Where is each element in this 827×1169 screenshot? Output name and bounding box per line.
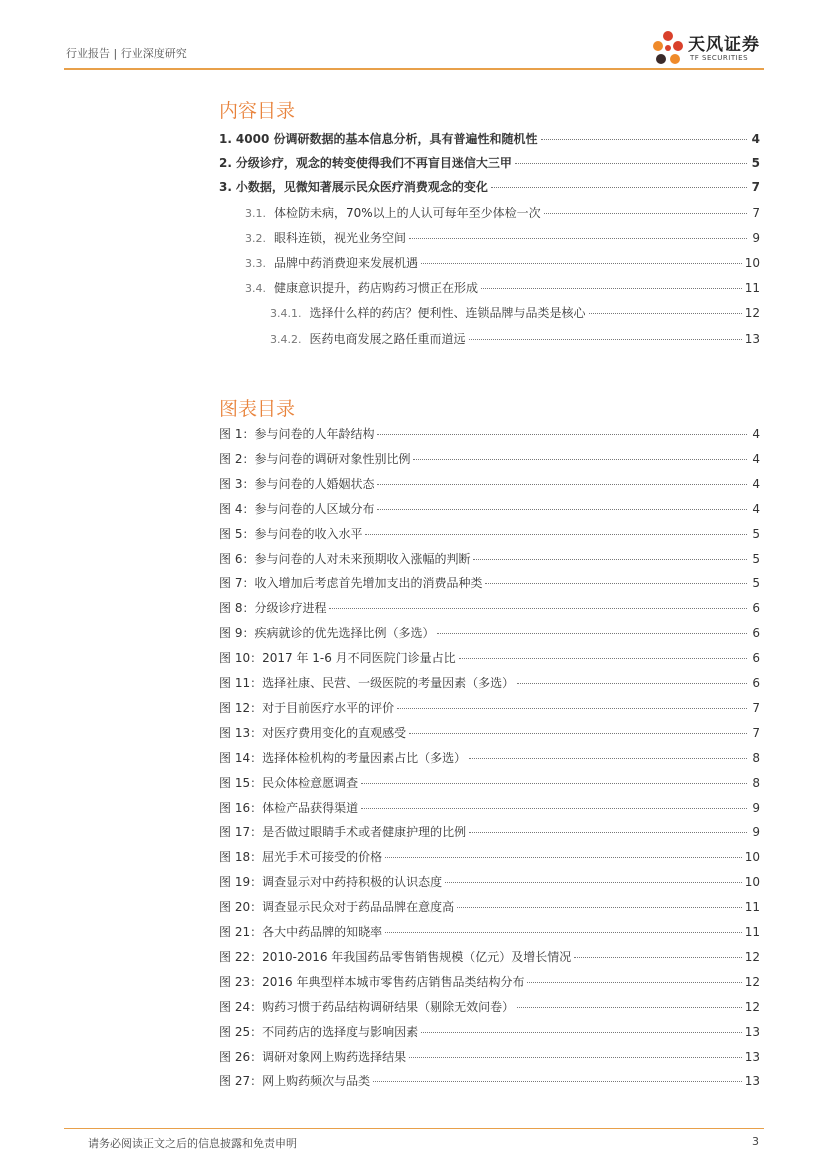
dot-leader [421,1032,742,1033]
toc-entry[interactable] [219,154,760,172]
dot-leader [469,832,747,833]
figure-entry-page: 12 [744,999,760,1014]
dot-leader [397,708,747,709]
figure-entry-page: 4 [752,427,760,441]
figure-entry-title: 图 12：对于目前医疗水平的评价 [219,700,395,715]
figures-title: 图表目录 [219,398,296,420]
report-breadcrumb: 行业报告 | 行业深度研究 [66,47,187,60]
figure-entry-page: 6 [752,676,760,690]
toc-entry-title: 医药电商发展之路任重而道远 [309,332,466,346]
toc-entry-title: 小数据，见微知著展示民众医疗消费观念的变化 [235,180,488,194]
dot-leader [361,808,747,809]
figure-entry-page: 6 [752,651,760,666]
figure-entry[interactable] [219,649,760,667]
dot-leader [409,733,747,734]
dot-leader [459,658,747,659]
toc-entry-page: 11 [744,281,760,295]
figure-entry[interactable] [219,923,760,941]
dot-leader [544,213,747,214]
figure-entry-title: 图 10：2017 年 1-6 月不同医院门诊量占比 [219,651,456,666]
logo-petals-icon [648,26,688,70]
figure-entry-page: 13 [744,1049,760,1064]
toc-entry-number: 2. [219,156,232,170]
toc-entry-number: 3.4.2. [270,333,302,346]
figure-entry-page: 5 [752,576,760,591]
figure-entry-title: 图 2：参与问卷的调研对象性别比例 [219,451,411,466]
figure-entry-title: 图 20：调查显示民众对于药品品牌在意度高 [219,900,455,915]
toc-entry-title: 4000 份调研数据的基本信息分析，具有普遍性和随机性 [235,132,538,146]
figure-entry-title: 图 6：参与问卷的人对未来预期收入涨幅的判断 [219,551,471,566]
dot-leader [421,263,742,264]
toc-entry-page: 10 [744,256,760,270]
figure-entry-page: 5 [752,551,760,566]
figure-entry-page: 9 [752,825,760,840]
figure-entry[interactable] [219,823,760,841]
figure-entry[interactable] [219,1048,760,1066]
figure-entry-title: 图 16：体检产品获得渠道 [219,800,359,815]
figure-entry-title: 图 9：疾病就诊的优先选择比例（多选） [219,626,435,641]
toc-entry-page: 5 [751,156,760,170]
toc-entry-number: 1. [219,132,232,146]
figure-entry-title: 图 14：选择体检机构的考量因素占比（多选） [219,750,467,765]
figure-entry-page: 11 [744,925,760,939]
toc-entry[interactable] [245,279,760,297]
figure-entry[interactable] [219,1072,760,1090]
figure-entry-title: 图 15：民众体检意愿调查 [219,775,359,790]
figure-entry-page: 8 [752,750,760,765]
toc-entry-number: 3.3. [245,257,266,270]
figure-entry[interactable] [219,475,760,493]
figure-entry-page: 9 [752,800,760,815]
toc-entry-title: 品牌中药消费迎来发展机遇 [274,256,419,270]
figure-entry-page: 10 [744,875,760,890]
dot-leader [385,857,742,858]
figure-entry[interactable] [219,799,760,817]
dot-leader [437,633,747,634]
dot-leader [473,559,747,560]
dot-leader [469,339,742,340]
logo-name-en: TF SECURITIES [690,54,749,62]
figure-entry[interactable] [219,774,760,792]
figure-entry-title: 图 5：参与问卷的收入水平 [219,526,363,541]
page-number: 3 [752,1135,759,1148]
figure-entry[interactable] [219,599,760,617]
dot-leader [445,882,742,883]
dot-leader [377,484,747,485]
figure-entry-page: 13 [744,1024,760,1039]
figure-entry[interactable] [219,873,760,891]
dot-leader [469,758,747,759]
logo-name-cn: 天风证券 [688,35,760,55]
dot-leader [457,907,742,908]
figure-entry-page: 8 [752,775,760,790]
toc-entry-page: 7 [752,206,760,220]
figure-entry-page: 6 [752,601,760,616]
toc-entry-title: 眼科连锁，视光业务空间 [274,231,407,245]
toc-entry-number: 3. [219,180,232,194]
toc-entry[interactable] [270,330,760,348]
figure-entry-page: 4 [752,476,760,491]
figure-entry[interactable] [219,674,760,692]
tf-securities-logo [648,26,768,70]
dot-leader [485,583,747,584]
contents-title: 内容目录 [219,100,296,122]
figure-entry-page: 13 [744,1074,760,1089]
figure-entry[interactable] [219,425,760,443]
figure-entry[interactable] [219,973,760,991]
figure-entry-page: 11 [744,900,760,915]
dot-leader [481,288,742,289]
toc-entry-number: 3.4.1. [270,307,302,320]
dot-leader [329,608,747,609]
figure-entry-title: 图 27：网上购药频次与品类 [219,1074,371,1089]
footer-disclaimer: 请务必阅读正文之后的信息披露和免责申明 [88,1137,297,1150]
figure-entry-page: 7 [752,725,760,740]
figure-entry[interactable] [219,574,760,592]
toc-entry-number: 3.2. [245,232,266,245]
figure-entry-page: 5 [752,526,760,541]
figure-entry[interactable] [219,550,760,568]
figure-entry-title: 图 26：调研对象网上购药选择结果 [219,1049,407,1064]
dot-leader [409,238,747,239]
dot-leader [517,1007,742,1008]
dot-leader [373,1081,742,1082]
figure-entry[interactable] [219,525,760,543]
figure-entry-title: 图 24：购药习惯于药品结构调研结果（剔除无效问卷） [219,999,515,1014]
figure-entry-page: 12 [744,974,760,989]
figure-entry-title: 图 7：收入增加后考虑首先增加支出的消费品种类 [219,576,483,591]
dot-leader [377,509,747,510]
figure-entry[interactable] [219,948,760,966]
figure-entry[interactable] [219,848,760,866]
dot-leader [365,534,747,535]
toc-entry[interactable] [245,229,760,247]
figure-entry[interactable] [219,998,760,1016]
dot-leader [527,982,741,983]
header-divider [64,68,764,70]
dot-leader [515,163,747,164]
figure-entry[interactable] [219,699,760,717]
dot-leader [541,139,747,140]
toc-entry-title: 选择什么样的药店？便利性、连锁品牌与品类是核心 [309,306,586,320]
dot-leader [589,313,742,314]
toc-entry-number: 3.4. [245,282,266,295]
figure-entry-title: 图 25：不同药店的选择度与影响因素 [219,1024,419,1039]
toc-entry-page: 13 [744,332,760,346]
figure-entry-title: 图 4：参与问卷的人区域分布 [219,501,375,516]
figure-entry-title: 图 1：参与问卷的人年龄结构 [219,427,375,441]
figure-entry[interactable] [219,1023,760,1041]
toc-entry[interactable] [245,204,760,222]
dot-leader [377,434,747,435]
toc-entry-title: 分级诊疗，观念的转变使得我们不再盲目迷信大三甲 [235,156,512,170]
figure-entry-title: 图 3：参与问卷的人婚姻状态 [219,476,375,491]
toc-entry[interactable] [219,178,760,196]
figure-entry-page: 10 [744,850,760,865]
figure-entry-page: 6 [752,626,760,641]
figure-entry-page: 4 [752,501,760,516]
toc-entry-title: 健康意识提升，药店购药习惯正在形成 [274,281,479,295]
dot-leader [385,932,742,933]
figure-entry-title: 图 13：对医疗费用变化的直观感受 [219,725,407,740]
toc-entry-title: 体检防未病，70%以上的人认可每年至少体检一次 [274,206,541,220]
toc-entry[interactable] [219,130,760,148]
figure-entry-title: 图 21：各大中药品牌的知晓率 [219,925,383,939]
toc-entry-page: 12 [744,306,760,320]
dot-leader [517,683,747,684]
dot-leader [491,187,747,188]
toc-entry-page: 4 [751,132,760,146]
figure-entry-title: 图 22：2010-2016 年我国药品零售销售规模（亿元）及增长情况 [219,949,572,964]
figure-entry[interactable] [219,450,760,468]
dot-leader [409,1057,742,1058]
toc-entry-page: 7 [751,180,760,194]
toc-entry[interactable] [245,254,760,272]
toc-entry[interactable] [270,304,760,322]
figure-entry[interactable] [219,749,760,767]
figure-entry-title: 图 23：2016 年典型样本城市零售药店销售品类结构分布 [219,974,525,989]
figure-entry[interactable] [219,898,760,916]
figure-entry[interactable] [219,624,760,642]
figure-entry-title: 图 18：屈光手术可接受的价格 [219,850,383,865]
dot-leader [413,459,747,460]
footer-divider [64,1128,764,1129]
figure-entry-page: 4 [752,451,760,466]
figure-entry-page: 12 [744,949,760,964]
figure-entry-title: 图 19：调查显示对中药持积极的认识态度 [219,875,443,890]
figure-entry[interactable] [219,724,760,742]
figure-entry-title: 图 8：分级诊疗进程 [219,601,327,616]
figure-entry-title: 图 17：是否做过眼睛手术或者健康护理的比例 [219,825,467,840]
toc-entry-page: 9 [752,231,760,245]
dot-leader [574,957,741,958]
figure-entry[interactable] [219,500,760,518]
toc-entry-number: 3.1. [245,207,266,220]
dot-leader [361,783,747,784]
figure-entry-title: 图 11：选择社康、民营、一级医院的考量因素（多选） [219,676,515,690]
figure-entry-page: 7 [752,700,760,715]
